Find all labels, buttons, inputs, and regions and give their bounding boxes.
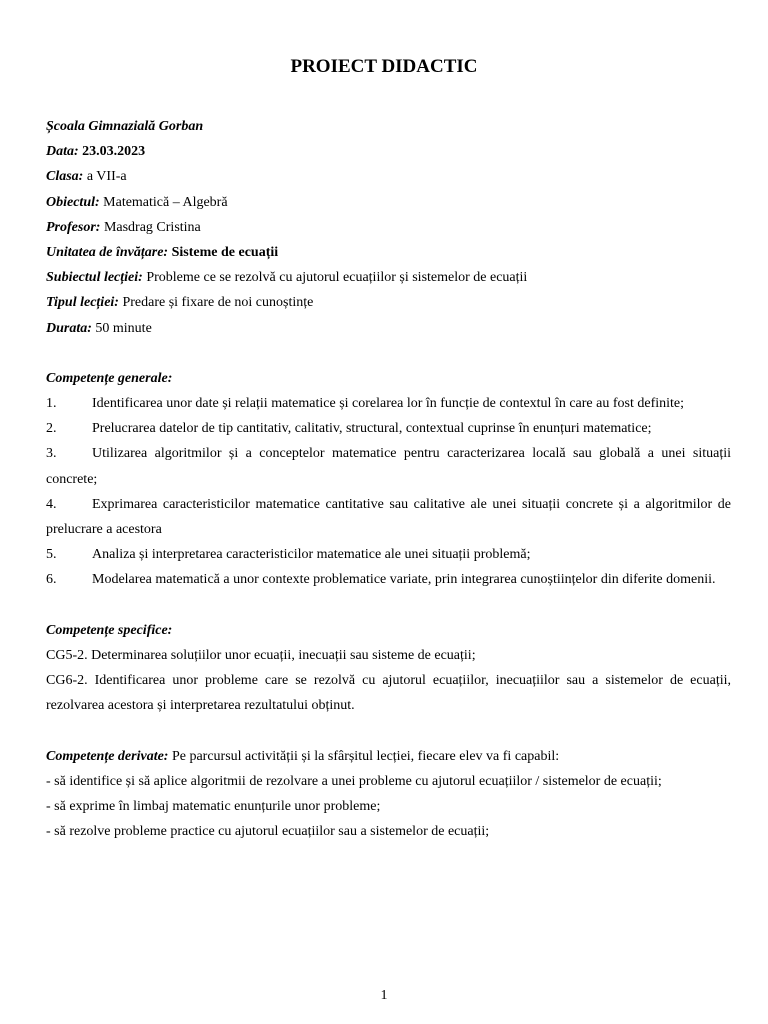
subject-value: Matematică – Algebră <box>103 194 228 210</box>
list-item <box>46 441 731 491</box>
duration-row <box>46 316 731 341</box>
general-competences-heading: Competențe generale: <box>46 370 173 386</box>
teacher-value: Masdrag Cristina <box>103 219 201 235</box>
document-title: PROIECT DIDACTIC <box>290 56 478 77</box>
list-item-text: Prelucrarea datelor de tip cantitativ, calitativ, structural, contextual cuprinse în enunțuri matematice; <box>92 421 652 437</box>
class-value: a VII-a <box>86 169 127 185</box>
specific-competence-item: CG5-2. Determinarea soluțiilor unor ecuații, inecuații sau sisteme de ecuații; <box>46 648 476 664</box>
list-item-number: 5. <box>46 547 57 563</box>
list-item-text: Modelarea matematică a unor contexte problematice variate, prin integrarea cunoștiințelor din diferite domenii. <box>92 572 716 588</box>
teacher-label: Profesor: <box>46 219 101 235</box>
date-label: Data: <box>46 144 79 160</box>
list-item <box>46 567 731 592</box>
derived-competence-item: - să identifice și să aplice algoritmii de rezolvare a unei probleme cu ajutorul ecuațiilor / sistemelor de ecuații; <box>46 774 662 790</box>
general-competences-list <box>46 391 731 593</box>
subject-label: Obiectul: <box>46 194 100 210</box>
class-label: Clasa: <box>46 169 84 185</box>
derived-competences-intro: Pe parcursul activității și la sfârșitul lecției, fiecare elev va fi capabil: <box>171 748 560 764</box>
duration-value: 50 minute <box>95 320 152 336</box>
list-item <box>46 391 731 416</box>
derived-competences-row <box>46 744 731 769</box>
list-item-number: 6. <box>46 572 57 588</box>
list-item-number: 2. <box>46 421 57 437</box>
list-item-number: 1. <box>46 396 57 412</box>
unit-label: Unitatea de învățare: <box>46 244 169 260</box>
unit-value: Sisteme de ecuații <box>171 244 279 260</box>
lesson-type-value: Predare și fixare de noi cunoștințe <box>122 295 314 311</box>
list-item-text: Utilizarea algoritmilor și a conceptelor matematice pentru caracterizarea locală sau globală a unei situații concrete; <box>46 446 731 487</box>
list-item <box>46 492 731 542</box>
specific-competences-heading: Competențe specifice: <box>46 622 173 638</box>
school-name <box>46 114 731 139</box>
lesson-type-row <box>46 290 731 315</box>
derived-competences-heading: Competențe derivate: <box>46 748 169 764</box>
topic-row <box>46 265 731 290</box>
list-item <box>46 416 731 441</box>
duration-label: Durata: <box>46 320 92 336</box>
school-name-text: Școala Gimnazială Gorban <box>46 119 204 134</box>
teacher-row <box>46 215 731 240</box>
derived-competence-item: - să exprime în limbaj matematic enunțurile unor probleme; <box>46 799 381 815</box>
topic-label: Subiectul lecției: <box>46 270 143 286</box>
list-item-number: 4. <box>46 496 57 512</box>
unit-row <box>46 240 731 265</box>
list-item-text: Analiza și interpretarea caracteristicilor matematice ale unei situații problemă; <box>92 547 531 563</box>
list-item-number: 3. <box>46 446 57 462</box>
specific-competence-item: CG6-2. Identificarea unor probleme care se rezolvă cu ajutorul ecuațiilor, inecuațiilor sau a sistemelor de ecuații, rezolvarea acestora și interpretarea rezultatului obținut. <box>46 673 731 714</box>
subject-row <box>46 190 731 215</box>
lesson-type-label: Tipul lecției: <box>46 295 119 311</box>
page-number: 1 <box>380 988 388 1003</box>
derived-competence-item: - să rezolve probleme practice cu ajutorul ecuațiilor sau a sistemelor de ecuații; <box>46 824 490 840</box>
document-content <box>46 114 731 845</box>
date-value: 23.03.2023 <box>82 144 146 160</box>
list-item-text: Exprimarea caracteristicilor matematice cantitative sau calitative ale unei situații concrete și a algoritmilor de prelucrare a acestora <box>46 496 731 538</box>
topic-value: Probleme ce se rezolvă cu ajutorul ecuațiilor și sistemelor de ecuații <box>146 270 528 286</box>
date-row <box>46 139 731 164</box>
list-item <box>46 542 731 567</box>
list-item-text: Identificarea unor date și relații matematice și corelarea lor în funcție de contextul în care au fost definite; <box>92 396 685 412</box>
class-row <box>46 164 731 189</box>
